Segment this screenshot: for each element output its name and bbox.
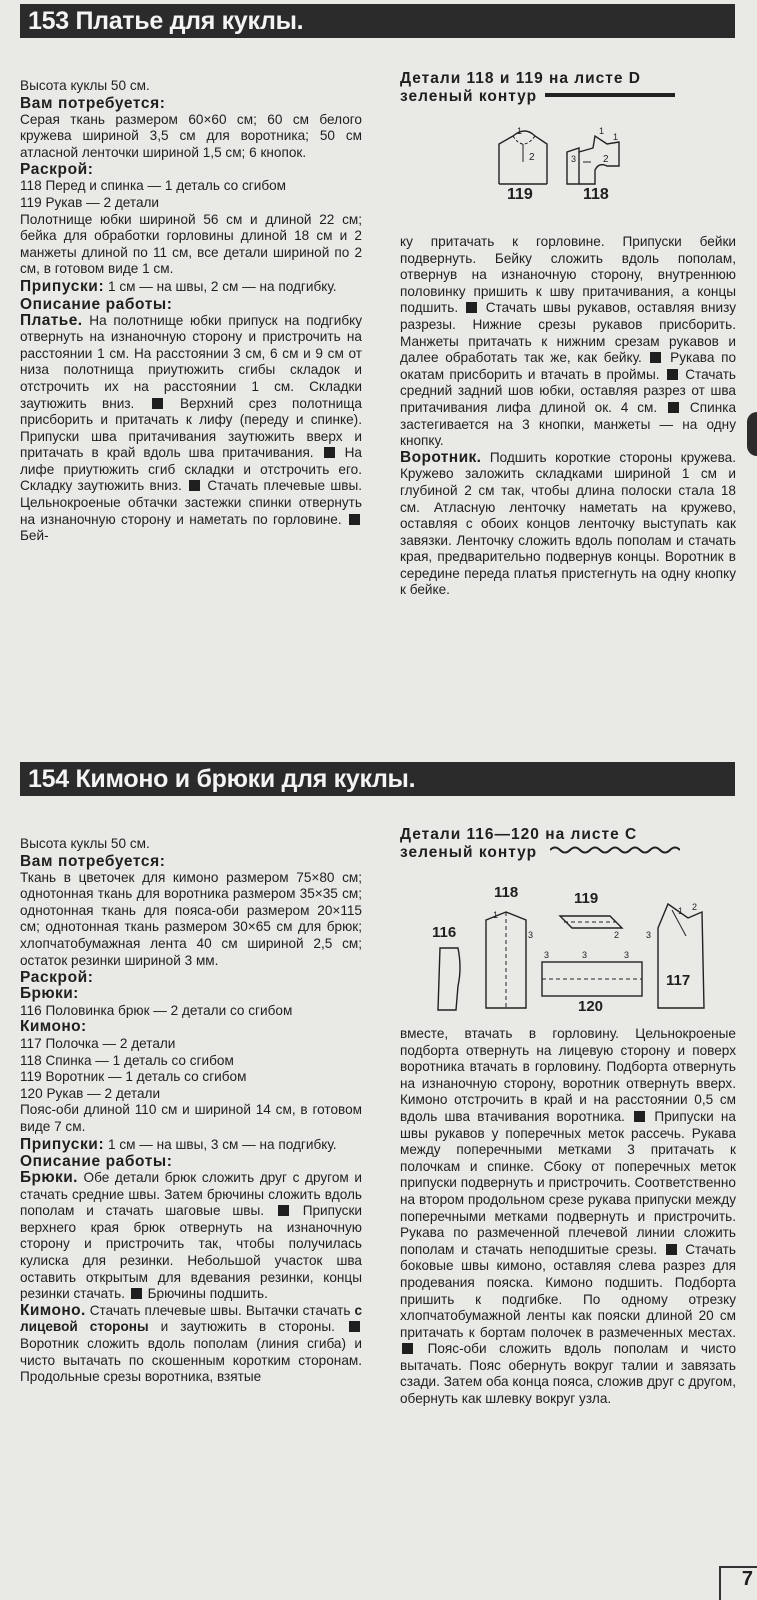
s154-obi-text: Пояс-оби длиной 110 см и шириной 14 см, в готовом виде 7 см. <box>20 1102 362 1134</box>
svg-text:3: 3 <box>624 950 630 960</box>
s154-work-heading: Описание работы: <box>20 1153 173 1171</box>
square-bullet-icon <box>650 352 661 363</box>
s153-details-heading-2: зеленый контур <box>400 88 538 105</box>
s153-diagram-label-119: 119 <box>507 186 533 203</box>
s154-pants-step-1: Обе детали брюк сложить друг с другом и стачать средние швы. Затем брючины сложить вдоль пополам и стачать шаговые швы. <box>20 1170 362 1219</box>
page-number: 7 <box>719 1566 757 1600</box>
square-bullet-icon <box>189 480 200 491</box>
svg-text:1: 1 <box>493 910 499 920</box>
wavy-contour-line-icon <box>550 845 680 855</box>
s154-cut-heading: Раскрой: <box>20 969 94 987</box>
square-bullet-icon <box>131 1288 142 1299</box>
s153-pattern-diagram <box>495 122 645 212</box>
s154-allowance-heading: Припуски: <box>20 1135 105 1153</box>
s154-details-heading-2: зеленый контур <box>400 844 538 861</box>
s153-back-seam-step: Стачать средний задний шов юбки, оставляя разрез от шва притачивания лифа длиной ок. 4 см. <box>400 366 737 415</box>
s154-pants-subheading: Брюки: <box>20 985 79 1003</box>
s153-cut-item-119: 119 Рукав — 2 детали <box>20 194 160 210</box>
s153-left-column <box>20 78 362 545</box>
svg-text:1: 1 <box>678 906 684 916</box>
s154-diagram-label-119: 119 <box>574 890 599 907</box>
svg-text:3: 3 <box>544 950 550 960</box>
s153-cut-details: Полотнище юбки шириной 56 см и длиной 22 см; бейка для обработки горловины длиной 18 см и 2 манжеты длиной по 11 см, все детали шириной по 2 см, в готовом виде 1 см. <box>20 211 362 277</box>
square-bullet-icon <box>466 302 477 313</box>
svg-text:2: 2 <box>529 152 535 163</box>
s154-details-heading-1: Детали 116—120 на листе С <box>400 826 638 843</box>
svg-text:1: 1 <box>599 126 605 136</box>
s154-side-seam-step: Стачать боковые швы кимоно, оставляя слева разрез для продевания пояска. Кимоно подшить. Подборта пришить к подгибке. По одному отрезку хлопчатобумажной ленты как пояски длиной 20 см притачать к бортам полочек в размеченных местах. <box>400 1241 736 1340</box>
square-bullet-icon <box>667 369 678 380</box>
svg-text:2: 2 <box>603 154 609 165</box>
s153-work-heading: Описание работы: <box>20 295 173 313</box>
s153-dress-step-2: Верхний срез полотнища присборить и притачать к лифу (переду и спинке). Припуски шва притачивания заутюжить вверх и притачать в край вдоль шва притачивания. <box>20 395 362 461</box>
s154-kimono-work-heading: Кимоно. <box>20 1301 86 1319</box>
s153-need-text: Серая ткань размером 60×60 см; 60 см белого кружева шириной 3,5 см для воротника; 50 см атласной ленточки шириной 1,5 см; 6 кнопок. <box>20 111 362 160</box>
square-bullet-icon <box>324 447 335 458</box>
s154-cut-item-118: 118 Спинка — 1 деталь со сгибом <box>20 1052 234 1068</box>
s154-right-column <box>400 1026 736 1408</box>
square-bullet-icon <box>152 398 163 409</box>
s153-details-header <box>400 70 736 106</box>
svg-text:3: 3 <box>571 154 577 164</box>
s154-doll-height: Высота куклы 50 см. <box>20 836 150 851</box>
s154-diagram-label-118: 118 <box>494 884 519 901</box>
s154-cut-item-117: 117 Полочка — 2 детали <box>20 1035 176 1051</box>
square-bullet-icon <box>666 1244 677 1255</box>
s154-diagram-label-116: 116 <box>432 924 457 941</box>
s154-cut-item-116: 116 Половинка брюк — 2 детали со сгибом <box>20 1002 293 1018</box>
s153-dress-step-4: Стачать плечевые швы. Цельнокроеные обтачки застежки спинки отвернуть на изнаночную сторону и наметать по горловине. <box>20 478 363 527</box>
square-bullet-icon <box>349 514 360 525</box>
s153-sleeve-step: Стачать швы рукавов, оставляя внизу разрезы. Нижние срезы рукавов присборить. Манжеты притачать к нижним срезам рукавов и далее обработать так же, как бейку. <box>400 300 736 366</box>
s154-collar-step: вместе, втачать в горловину. Цельнокроеные подборта отвернуть на лицевую сторону и поверх воротника втачать в горловину. Подборта отвернуть на изнаночную сторону, воротник отвернуть вверх. Кимоно отстрочить в край и на расстоянии 0,5 см вдоль шва втачивания воротника. <box>400 1026 736 1124</box>
s154-pants-step-2: Припуски верхнего края брюк отвернуть на изнаночную сторону и пристрочить так, чтобы получилась кулиска для резинки. Небольшой участок шва оставить открытым для вдевания резинки, концы резинки стачать. <box>20 1203 362 1302</box>
s153-need-heading: Вам потребуется: <box>20 94 166 112</box>
s154-left-column <box>20 836 362 1386</box>
s153-dress-step-3: На лифе приутюжить сгиб складки и отстрочить его. Складку заутюжить вниз. <box>20 445 362 494</box>
s153-cut-heading: Раскрой: <box>20 161 94 179</box>
solid-contour-line-icon <box>545 93 675 97</box>
s154-kimono-step-1c: и заутюжить в стороны. <box>160 1319 335 1335</box>
s153-armhole-step: Рукава по окатам присборить и втачать в проймы. <box>400 350 737 382</box>
s154-obi-step: Пояс-оби сложить вдоль пополам и чисто вытачать. Пояс обернуть вокруг талии и завязать сзади. Затем оба конца пояса, сложив друг с другом, обернуть как шлевку вокруг узла. <box>400 1341 737 1407</box>
svg-text:1: 1 <box>517 126 523 136</box>
square-bullet-icon <box>278 1205 289 1216</box>
s153-allowance-heading: Припуски: <box>20 277 105 295</box>
square-bullet-icon <box>402 1343 413 1354</box>
s154-pattern-diagram <box>432 876 736 1018</box>
s153-dress-heading: Платье. <box>20 311 83 329</box>
s153-details-heading-1: Детали 118 и 119 на листе D <box>400 70 641 87</box>
s154-kimono-step-1a: Стачать плечевые швы. Вытачки стачать <box>89 1302 351 1318</box>
s153-allowance-text: 1 см — на швы, 2 см — на подгибку. <box>107 278 337 294</box>
svg-text:3: 3 <box>582 950 588 960</box>
s153-fastening-step: Спинка застегивается на 3 кнопки, манжеты — на одну кнопку. <box>400 399 737 449</box>
s153-collar-text: Подшить короткие стороны кружева. Кружево заложить складками шириной 1 см и глубиной 2 см так, чтобы длина полоски стала 18 см. Атласную ленточку наметать на кружево, оставляя с обоих концов ленточку выступать как завязки. Ленточку сложить вдоль пополам и стачать края, предварительно подвернув концы. Воротник в середине переда платья пристегнуть на одну кнопку к бейке. <box>400 449 736 598</box>
s153-binding-step: ку притачать к горловине. Припуски бейки подвернуть. Бейку сложить вдоль пополам, отвернув на изнаночную сторону, внутреннюю половинку пришить к шву притачивания, а концы подшить. <box>400 234 736 316</box>
s154-cut-item-120: 120 Рукав — 2 детали <box>20 1085 161 1101</box>
square-bullet-icon <box>668 402 679 413</box>
s153-collar-heading: Воротник. <box>400 448 482 466</box>
svg-text:3: 3 <box>528 930 534 940</box>
square-bullet-icon <box>349 1321 360 1332</box>
svg-text:1: 1 <box>613 132 619 142</box>
s154-need-text: Ткань в цветочек для кимоно размером 75×80 см; однотонная ткань для воротника размером 35×35 см; однотонная ткань для пояса-оби размером 20×115 см; однотонная ткань размером 30×65 см для брюк; хлопчатобумажная лента 40 см шириной 2,5 см; остаток резинки шириной 3 мм. <box>20 869 362 968</box>
section-153-title: 153 Платье для куклы. <box>20 4 735 38</box>
s153-right-column <box>400 234 736 599</box>
s153-doll-height: Высота куклы 50 см. <box>20 78 150 93</box>
s154-pants-work-heading: Брюки. <box>20 1169 78 1187</box>
s154-allowance-text: 1 см — на швы, 3 см — на подгибку. <box>107 1136 337 1152</box>
s153-dress-step-4-end: Бей- <box>20 528 49 544</box>
s153-dress-step-1: На полотнище юбки припуск на подгибку отвернуть на изнаночную сторону и пристрочить на расстоянии 1 см. На расстоянии 3 см, 6 см и 9 см от низа полотнища приутюжить сгибы складок и отстрочить их на расстоянии 1 см. Складки заутюжить вниз. <box>20 312 363 411</box>
square-bullet-icon <box>634 1111 645 1122</box>
s154-diagram-label-120: 120 <box>578 998 604 1015</box>
s153-cut-item-118: 118 Перед и спинка — 1 деталь со сгибом <box>20 178 287 194</box>
s154-kimono-step-2: Воротник сложить вдоль пополам (линия сгиба) и чисто вытачать по скошенным коротким сторонам. Продольные срезы воротника, взятые <box>20 1336 362 1385</box>
s154-pants-step-3: Брючины подшить. <box>147 1286 268 1302</box>
page-edge-tab <box>747 412 757 456</box>
s154-details-header <box>400 826 736 862</box>
s154-kimono-subheading: Кимоно: <box>20 1018 87 1036</box>
section-154-title: 154 Кимоно и брюки для куклы. <box>20 762 735 796</box>
svg-text:2: 2 <box>614 930 620 940</box>
s154-sleeve-step: Припуски на швы рукавов у поперечных меток рассечь. Рукава между поперечными метками 3 притачать к полочкам и спинке. Сбоку от поперечных меток припуски подвернуть и пристрочить. Соответственно на втором продольном срезе рукава припуски между поперечными метками подвернуть и пристрочить. Рукава по размеченной плечевой линии сложить пополам и стачать неподшитые срезы. <box>400 1108 736 1257</box>
s154-diagram-label-117: 117 <box>666 972 691 989</box>
svg-text:3: 3 <box>646 930 652 940</box>
s154-kimono-step-1-emphasis: с лицевой стороны <box>20 1302 363 1335</box>
s154-need-heading: Вам потребуется: <box>20 852 166 870</box>
s153-diagram-label-118: 118 <box>583 186 609 203</box>
svg-text:2: 2 <box>692 902 698 912</box>
s154-cut-item-119: 119 Воротник — 1 деталь со сгибом <box>20 1069 247 1085</box>
